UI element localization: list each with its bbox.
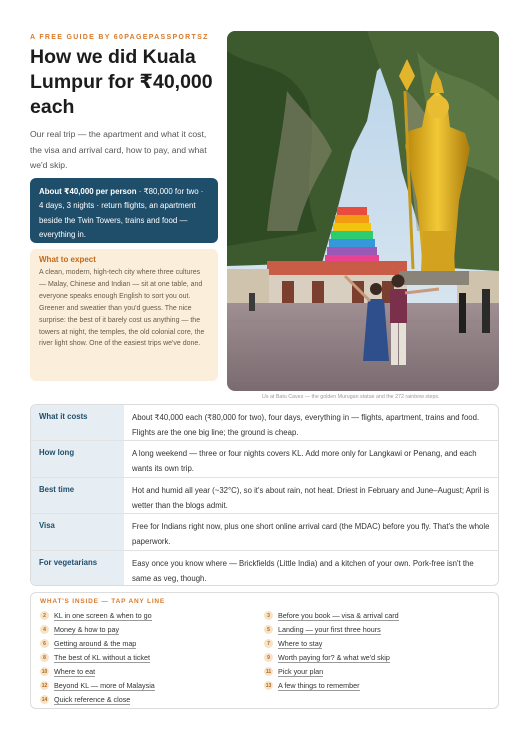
batu-caves-photo-illustration xyxy=(227,31,499,391)
fact-value: Free for Indians right now, plus one short online arrival card (the MDAC) before you fly. That's the whole paperwork. xyxy=(132,522,490,547)
toc-page-number: 10 xyxy=(41,668,48,675)
toc-link[interactable] xyxy=(264,638,322,649)
fact-label: For vegetarians xyxy=(31,551,124,586)
fact-row-vegetarians xyxy=(31,551,499,586)
toc-link-label: Landing — your first three hours xyxy=(278,624,381,634)
trip-summary-price: About ₹40,000 per person xyxy=(39,187,137,196)
what-to-expect-heading: What to expect xyxy=(39,255,96,264)
toc-link[interactable] xyxy=(264,610,399,621)
toc-page-number: 8 xyxy=(40,653,49,662)
toc-page-number: 13 xyxy=(265,682,272,689)
toc-link-label: Money & how to pay xyxy=(54,624,120,634)
toc-page-number: 3 xyxy=(264,611,273,620)
toc-page-number: 5 xyxy=(264,625,273,634)
trip-summary-details: · ₹80,000 for two · 4 days, 3 nights · return flights, an apartment beside the Twin Towers, trains and food — everything in. xyxy=(39,187,204,239)
toc-link-label: Worth paying for? & what we'd skip xyxy=(278,652,390,662)
toc-page-number: 11 xyxy=(265,668,272,675)
toc-page-number: 12 xyxy=(41,682,48,689)
page-title: How we did Kuala Lumpur for ₹40,000 each xyxy=(30,46,213,118)
fact-row-duration xyxy=(31,441,499,478)
what-to-expect-text: A clean, modern, high-tech city where three cultures — Malay, Chinese and Indian — sit at one table, and everyone speaks enough English to sort you out. Greener and sweatier than you'd guess. The nice surprise: the best of it barely cost us anything — the towers at night, the temples, the old colonial core, the river light show. One of the easiest trips we've done. xyxy=(39,269,205,348)
toc-page-number: 4 xyxy=(40,625,49,634)
toc-link[interactable] xyxy=(40,624,119,635)
toc-link-label: Before you book — visa & arrival card xyxy=(278,610,399,620)
key-facts-table xyxy=(30,404,499,586)
toc-link-label: Quick reference & close xyxy=(54,694,131,704)
toc-link[interactable] xyxy=(264,666,323,677)
toc-link[interactable] xyxy=(40,652,150,663)
toc-link-label: Beyond KL — more of Malaysia xyxy=(54,680,155,690)
intro-text: Our real trip — the apartment and what it cost, the visa and arrival card, how to pay, and what we'd skip. xyxy=(30,129,207,171)
guide-kicker: A FREE GUIDE BY 60PAGEPASSPORTSZ xyxy=(30,34,209,41)
trip-summary-text xyxy=(39,185,209,242)
toc-link[interactable] xyxy=(264,652,390,663)
toc-link-label: The best of KL without a ticket xyxy=(54,652,151,662)
toc-link-label: Where to eat xyxy=(54,666,96,676)
toc-page-number: 7 xyxy=(264,639,273,648)
fact-value: A long weekend — three or four nights covers KL. Add more only for Langkawi or Penang, and each wants its own trip. xyxy=(132,449,477,474)
fact-row-cost xyxy=(31,405,499,441)
fact-value: About ₹40,000 each (₹80,000 for two), four days, everything in — flights, apartment, trains and food. Flights are the one big line; the ground is cheap. xyxy=(132,413,480,438)
fact-label: How long xyxy=(31,441,124,477)
trip-summary-box xyxy=(30,178,218,243)
photo-caption: Us at Batu Caves — the golden Murugan statue and the 272 rainbow steps. xyxy=(262,394,440,400)
toc-link-label: A few things to remember xyxy=(278,680,360,690)
toc-link[interactable] xyxy=(40,638,136,649)
toc-link[interactable] xyxy=(264,624,381,635)
toc-page-number: 6 xyxy=(40,639,49,648)
toc-page-number: 2 xyxy=(40,611,49,620)
fact-row-visa xyxy=(31,514,499,551)
fact-value: Easy once you know where — Brickfields (Little India) and a kitchen of your own. Pork-free isn't the same as veg, though. xyxy=(132,559,474,584)
toc-link[interactable] xyxy=(40,610,152,621)
fact-label: Visa xyxy=(31,514,124,550)
table-of-contents xyxy=(30,592,499,709)
what-to-expect-box xyxy=(30,249,218,381)
toc-link-label: KL in one screen & when to go xyxy=(54,610,152,620)
toc-link-label: Pick your plan xyxy=(278,666,324,676)
toc-page-number: 9 xyxy=(264,653,273,662)
toc-link[interactable] xyxy=(40,680,155,691)
fact-label: Best time xyxy=(31,478,124,513)
batu-caves-photo xyxy=(227,31,499,391)
fact-value: Hot and humid all year (~32°C), so it's about rain, not heat. Driest in February and June–August; April is wetter than the blogs admit. xyxy=(132,486,490,511)
fact-label: What it costs xyxy=(31,405,124,440)
fact-row-best-time xyxy=(31,478,499,514)
toc-link-label: Where to stay xyxy=(278,638,323,648)
toc-link[interactable] xyxy=(40,666,95,677)
toc-page-number: 14 xyxy=(41,696,48,703)
toc-heading: WHAT'S INSIDE — TAP ANY LINE xyxy=(40,598,166,605)
toc-link[interactable] xyxy=(40,694,130,705)
toc-link-label: Getting around & the map xyxy=(54,638,137,648)
toc-link[interactable] xyxy=(264,680,360,691)
